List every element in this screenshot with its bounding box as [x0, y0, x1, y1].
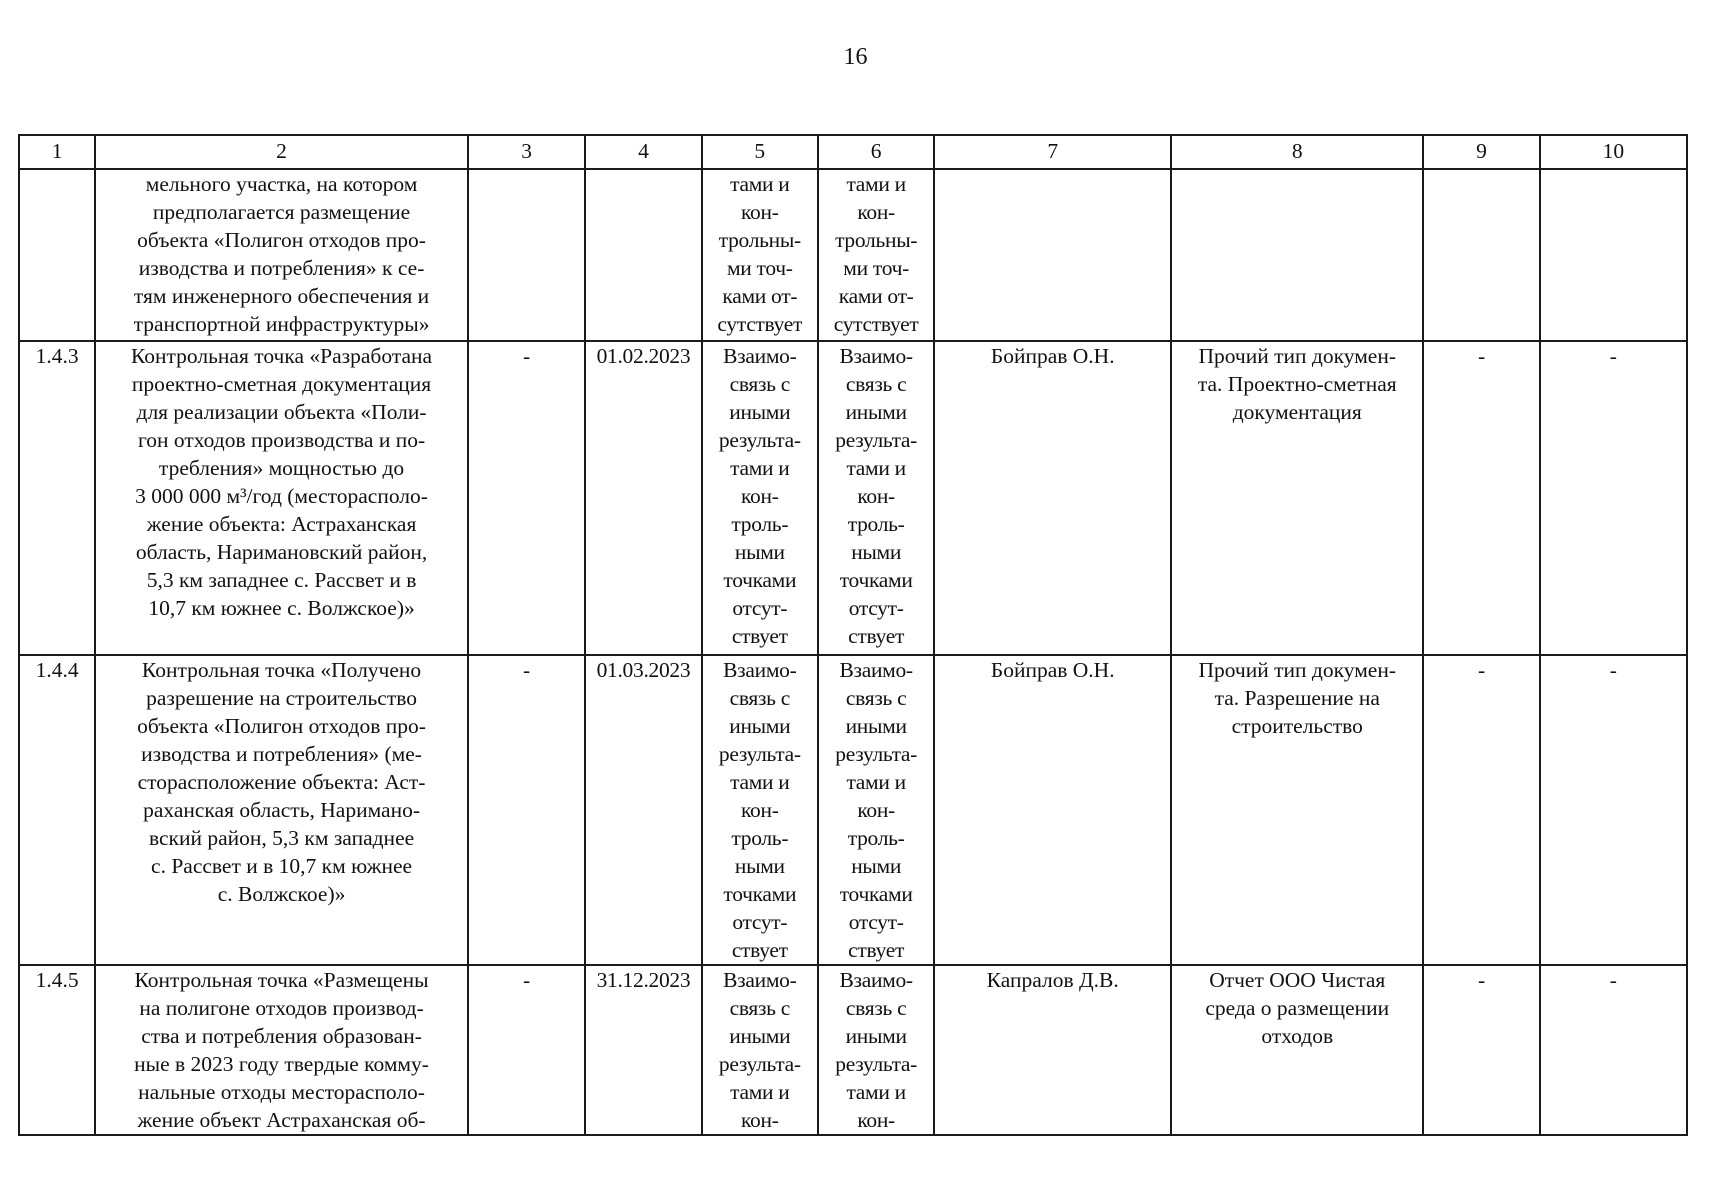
- column-10-cell: -: [1540, 341, 1687, 655]
- column-9-cell: [1423, 169, 1539, 341]
- column-header: 2: [95, 135, 468, 169]
- table-row: [19, 341, 1687, 655]
- table-row: [19, 655, 1687, 965]
- column-9-cell: -: [1423, 965, 1539, 1135]
- table-row: [19, 965, 1687, 1135]
- column-header: 4: [585, 135, 701, 169]
- header-row: [19, 135, 1687, 169]
- row-number-cell: 1.4.5: [19, 965, 95, 1135]
- relationship-cell: Взаимо- связь с иными результа- тами и кон- троль- ными точками отсут- ствует: [702, 341, 818, 655]
- table-row: [19, 169, 1687, 341]
- relationship-cell: тами и кон- трольны- ми точ- ками от- сутствует: [818, 169, 934, 341]
- description-cell: мельного участка, на котором предполагается размещение объекта «Полигон отходов про- изводства и потребления» к се- тям инженерного обеспечения и транспортной инфраструктуры»: [95, 169, 468, 341]
- responsible-cell: Бойправ О.Н.: [934, 655, 1171, 965]
- document-type-cell: [1171, 169, 1423, 341]
- column-10-cell: -: [1540, 965, 1687, 1135]
- row-number-cell: 1.4.4: [19, 655, 95, 965]
- responsible-cell: Капралов Д.В.: [934, 965, 1171, 1135]
- document-type-cell: Прочий тип докумен- та. Разрешение на строительство: [1171, 655, 1423, 965]
- column-header: 7: [934, 135, 1171, 169]
- description-cell: Контрольная точка «Размещены на полигоне отходов производ- ства и потребления образован- ные в 2023 году твердые комму- нальные отходы месторасполо- жение объект Астраханская об-: [95, 965, 468, 1135]
- column-3-cell: -: [468, 341, 585, 655]
- responsible-cell: [934, 169, 1171, 341]
- relationship-cell: Взаимо- связь с иными результа- тами и кон-: [702, 965, 818, 1135]
- page-number: 16: [843, 44, 868, 70]
- document-type-cell: Отчет ООО Чистая среда о размещении отходов: [1171, 965, 1423, 1135]
- column-10-cell: -: [1540, 655, 1687, 965]
- column-header: 6: [818, 135, 934, 169]
- relationship-cell: тами и кон- трольны- ми точ- ками от- сутствует: [702, 169, 818, 341]
- date-cell: 01.02.2023: [585, 341, 701, 655]
- relationship-cell: Взаимо- связь с иными результа- тами и кон-: [818, 965, 934, 1135]
- row-number-cell: 1.4.3: [19, 341, 95, 655]
- column-9-cell: -: [1423, 655, 1539, 965]
- relationship-cell: Взаимо- связь с иными результа- тами и кон- троль- ными точками отсут- ствует: [702, 655, 818, 965]
- document-type-cell: Прочий тип докумен- та. Проектно-сметная документация: [1171, 341, 1423, 655]
- plan-table: [18, 134, 1688, 1136]
- date-cell: [585, 169, 701, 341]
- column-3-cell: -: [468, 965, 585, 1135]
- description-cell: Контрольная точка «Разработана проектно-сметная документация для реализации объекта «Поли- гон отходов производства и по- требления» мощностью до 3 000 000 м³/год (месторасполо- жение объекта: Астраханская область, Наримановский район, 5,3 км западнее с. Рассвет и в 10,7 км южнее с. Волжское)»: [95, 341, 468, 655]
- column-9-cell: -: [1423, 341, 1539, 655]
- column-header: 9: [1423, 135, 1539, 169]
- column-header: 5: [702, 135, 818, 169]
- column-header: 3: [468, 135, 585, 169]
- description-cell: Контрольная точка «Получено разрешение на строительство объекта «Полигон отходов про- изводства и потребления» (ме- сторасположение объекта: Аст- раханская область, Наримано- вский район, 5,3 км западнее с. Рассвет и в 10,7 км южнее с. Волжское)»: [95, 655, 468, 965]
- column-header: 10: [1540, 135, 1687, 169]
- column-header: 1: [19, 135, 95, 169]
- relationship-cell: Взаимо- связь с иными результа- тами и кон- троль- ными точками отсут- ствует: [818, 341, 934, 655]
- column-header: 8: [1171, 135, 1423, 169]
- column-3-cell: -: [468, 655, 585, 965]
- relationship-cell: Взаимо- связь с иными результа- тами и кон- троль- ными точками отсут- ствует: [818, 655, 934, 965]
- column-3-cell: [468, 169, 585, 341]
- column-10-cell: [1540, 169, 1687, 341]
- date-cell: 01.03.2023: [585, 655, 701, 965]
- responsible-cell: Бойправ О.Н.: [934, 341, 1171, 655]
- date-cell: 31.12.2023: [585, 965, 701, 1135]
- row-number-cell: [19, 169, 95, 341]
